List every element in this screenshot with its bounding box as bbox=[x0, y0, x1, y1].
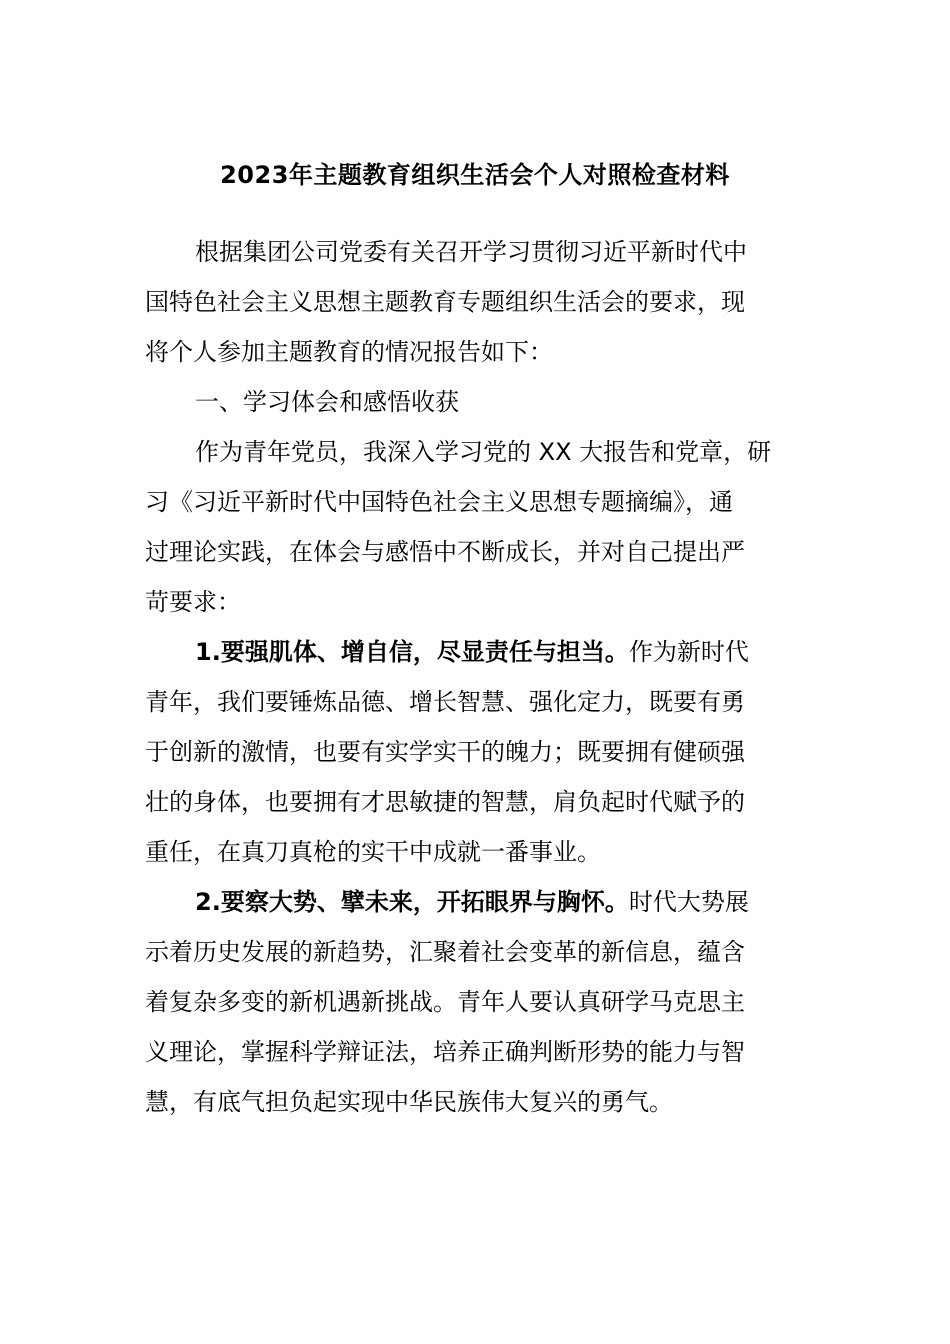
paragraph-line: 壮的身体，也要拥有才思敏捷的智慧，肩负起时代赋予的 bbox=[145, 788, 745, 816]
paragraph-line: 将个人参加主题教育的情况报告如下： bbox=[145, 338, 553, 366]
paragraph-line: 习《习近平新时代中国特色社会主义思想专题摘编》，通 bbox=[145, 488, 733, 516]
section-heading: 一、学习体会和感悟收获 bbox=[195, 388, 459, 416]
point-1-first-line bbox=[145, 627, 807, 677]
paragraph-line: 国特色社会主义思想主题教育专题组织生活会的要求，现 bbox=[145, 288, 745, 316]
paragraph-line: 重任，在真刀真枪的实干中成就一番事业。 bbox=[145, 838, 601, 866]
point-1-heading: 1.要强肌体、增自信，尽显责任与担当。 bbox=[195, 638, 629, 666]
paragraph-line: 着复杂多变的新机遇新挑战。青年人要认真研学马克思主 bbox=[145, 988, 745, 1016]
document-title: 2023年主题教育组织生活会个人对照检查材料 bbox=[220, 161, 730, 189]
point-2-first-line bbox=[145, 877, 807, 927]
paragraph-line: 于创新的激情，也要有实学实干的魄力；既要拥有健硕强 bbox=[145, 738, 745, 766]
point-2-text: 时代大势展 bbox=[628, 888, 749, 916]
paragraph-line: 慧，有底气担负起实现中华民族伟大复兴的勇气。 bbox=[145, 1088, 673, 1116]
paragraph-line: 作为青年党员，我深入学习党的 XX 大报告和党章，研 bbox=[195, 438, 772, 466]
paragraph-line: 过理论实践，在体会与感悟中不断成长，并对自己提出严 bbox=[145, 538, 745, 566]
paragraph-line: 苛要求： bbox=[145, 588, 241, 616]
paragraph-line: 义理论，掌握科学辩证法，培养正确判断形势的能力与智 bbox=[145, 1038, 745, 1066]
point-2-heading: 2.要察大势、擘未来，开拓眼界与胸怀。 bbox=[195, 888, 629, 916]
document-body bbox=[145, 227, 807, 1127]
paragraph-line: 示着历史发展的新趋势，汇聚着社会变革的新信息，蕴含 bbox=[145, 938, 745, 966]
paragraph-line: 根据集团公司党委有关召开学习贯彻习近平新时代中 bbox=[195, 238, 747, 266]
paragraph-line: 青年，我们要锤炼品德、增长智慧、强化定力，既要有勇 bbox=[145, 688, 745, 716]
point-1-text: 作为新时代 bbox=[628, 638, 749, 666]
